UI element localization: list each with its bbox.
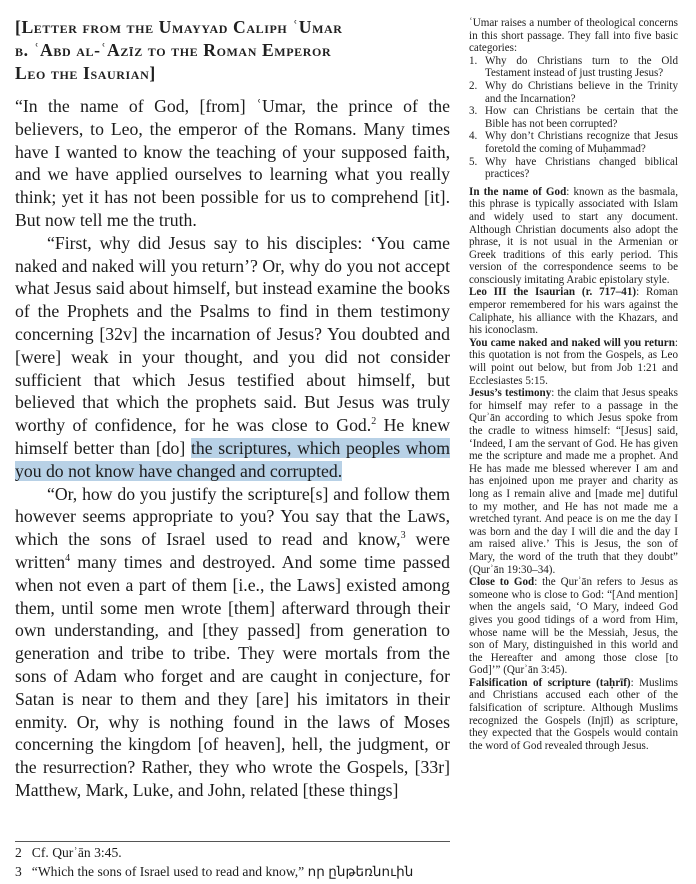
note-term: Close to God <box>469 576 535 589</box>
list-number: 4. <box>469 130 478 143</box>
paragraph-3-text-b: were written <box>15 529 451 572</box>
paragraph-2-text-a: “First, why did Jesus say to his disciples: ‘You came naked and naked will you return’? Or, why do you not accept what Jesus said about himself, but instead examine the books of the Prophets and the Psalms to find in them testimony concerning [32v] the incarnation of Jesus? You doubted and [were] weak in your thought, and you did not consider sufficient that which Jesus testified about himself, but believed that which the prophets said. But Jesus was truly worthy of confidence, for he was close to God. <box>15 232 450 436</box>
question-list <box>469 55 678 181</box>
list-text: Why do Christians believe in the Trinity and the Incarnation? <box>485 79 678 105</box>
letter-heading <box>15 16 450 85</box>
footnote-ref-3[interactable]: 3 <box>400 530 406 542</box>
paragraph-1-text: “In the name of God, [from] ʿUmar, the prince of the believers, to Leo, the emperor of the Romans. Many times have I wanted to know the teaching of your supposed faith, and we have applied ourselves to learning what you really think; yet it has not been possible for us to comprehend [it]. But now tell me the truth. <box>15 96 450 230</box>
note-text: : this quotation is not from the Gospels, as Leo will point out below, but from Job 1:21 and Ecclesiastes 5:15. <box>469 336 678 387</box>
highlighted-text-selection[interactable]: the scriptures, which peoples whom you do not know have changed and corrupted. <box>15 437 450 481</box>
paragraph-1 <box>15 95 450 232</box>
footnote-2 <box>15 844 450 863</box>
note-close-to-god <box>469 576 678 677</box>
paragraph-2-text-b: He knew himself better than [do] <box>15 415 451 458</box>
list-text: Why don’t Christians recognize that Jesus foretold the coming of Muḥammad? <box>485 130 678 155</box>
footnotes-section <box>15 841 450 881</box>
footnote-text: “Which the sons of Israel used to read and know,” որ ընթեռնուին <box>31 863 414 879</box>
footnote-3 <box>15 863 450 882</box>
footnote-number: 2 <box>15 845 22 860</box>
list-number: 5. <box>469 155 478 168</box>
note-basmala <box>469 186 678 287</box>
main-text-column <box>15 16 450 802</box>
list-number: 2. <box>469 79 478 92</box>
paragraph-3-text-a: “Or, how do you justify the scripture[s] and follow them however seems appropriate to you? You say that the Laws, which the sons of Israel used to read and know, <box>15 483 450 550</box>
note-term: Leo III the Isaurian (r. 717–41) <box>469 286 637 299</box>
footnote-number: 3 <box>15 863 22 879</box>
paragraph-2 <box>15 232 450 483</box>
heading-line-2: b. ʿAbd al-ʿAzīz to the Roman Emperor <box>15 40 332 60</box>
note-text: : Roman emperor remembered for his wars against the Caliphate, his alliance with the Khazars, and his iconoclasm. <box>469 286 678 337</box>
list-item <box>469 156 678 181</box>
list-text: How can Christians be certain that the Bible has not been corrupted? <box>485 105 678 130</box>
paragraph-3 <box>15 483 450 802</box>
note-leo-iii <box>469 286 678 336</box>
list-text: Why do Christians turn to the Old Testament instead of just trusting Jesus? <box>485 54 678 80</box>
paragraph-3-text-c: many times and destroyed. And some time passed when not even a part of them [i.e., the Laws] existed among them, until some men wrote [them] afterward through their own understanding, and [they passed] from generation to generation and tribe to tribe. They were mortals from the sons of Adam who forget and are caught in conjecture, for Satan is near to them and they [are] his imitators in their enmity. Or, why is nothing found in the laws of Moses concerning the kingdom [of heaven], hell, the judgment, or the resurrection? Rather, they who wrote the Gospels, [33r] Matthew, Mark, Luke, and John, related [these things] <box>15 551 450 800</box>
list-text: Why have Christians changed biblical practices? <box>485 155 678 181</box>
list-item <box>469 105 678 130</box>
note-naked-quote <box>469 337 678 387</box>
footnote-ref-2[interactable]: 2 <box>371 416 377 428</box>
list-item <box>469 130 678 155</box>
note-text: : the Qurʾān refers to Jesus as someone who is close to God: “[And mention] when the angels said, ‘O Mary, indeed God gives you good tidings of a word from Him, whose name will be the Messiah, Jesus, the son of Mary, distinguished in this world and the Hereafter and among those close [to God]’” (Qurʾān 3:45). <box>469 576 678 677</box>
note-term: Falsification of scripture (taḥrīf) <box>469 676 631 689</box>
heading-line-3: Leo the Isaurian] <box>15 63 156 83</box>
heading-line-1: [Letter from the Umayyad Caliph ʿUmar <box>15 17 343 37</box>
note-text: : the claim that Jesus speaks for himself may refer to a passage in the Qurʾān according to which Jesus spoke from the cradle to witness himself: “[Jesus] said, ‘Indeed, I am the servant of God. He has given me the scripture and made me a prophet. And He has made me blessed wherever I am and has enjoined upon me prayer and charity as long as I remain alive and [made me] dutiful to my mother, and He has not made me a wretched tyrant. And peace is on me the day I was born and the day I will die and the day I am raised alive.’ This is Jesus, the son of Mary, the word of the truth that they doubt” (Qurʾān 19:30–34). <box>469 387 678 576</box>
sidebar-intro: ʿUmar raises a number of theological concerns in this short passage. They fall into five basic categories: <box>469 17 678 55</box>
note-term: You came naked and naked will you return <box>469 336 675 349</box>
sidebar-commentary <box>469 17 678 752</box>
note-term: Jesus’s testimony <box>469 387 552 400</box>
note-text: : Muslims and Christians accused each other of the falsification of scripture. Although Muslims recognized the Gospels (Injīl) as scripture, they expected that the Gospels would contain the word of God revealed through Jesus. <box>469 676 678 752</box>
list-number: 1. <box>469 54 478 67</box>
list-item <box>469 80 678 105</box>
list-number: 3. <box>469 105 478 118</box>
note-jesus-testimony <box>469 387 678 576</box>
note-term: In the name of God <box>469 185 567 198</box>
list-item <box>469 55 678 80</box>
note-tahrif <box>469 677 678 753</box>
note-text: : known as the basmala, this phrase is typically associated with Islam and widely used to start any document. Although Christian documents also adopt the phrase, it is not usual in the Armenian or Greek traditions of this early period. This version of the correspondence seems to be consciously imitating Arabic epistolary style. <box>469 185 679 286</box>
footnote-text: Cf. Qurʾān 3:45. <box>31 845 122 860</box>
footnote-ref-4[interactable]: 4 <box>65 553 71 565</box>
